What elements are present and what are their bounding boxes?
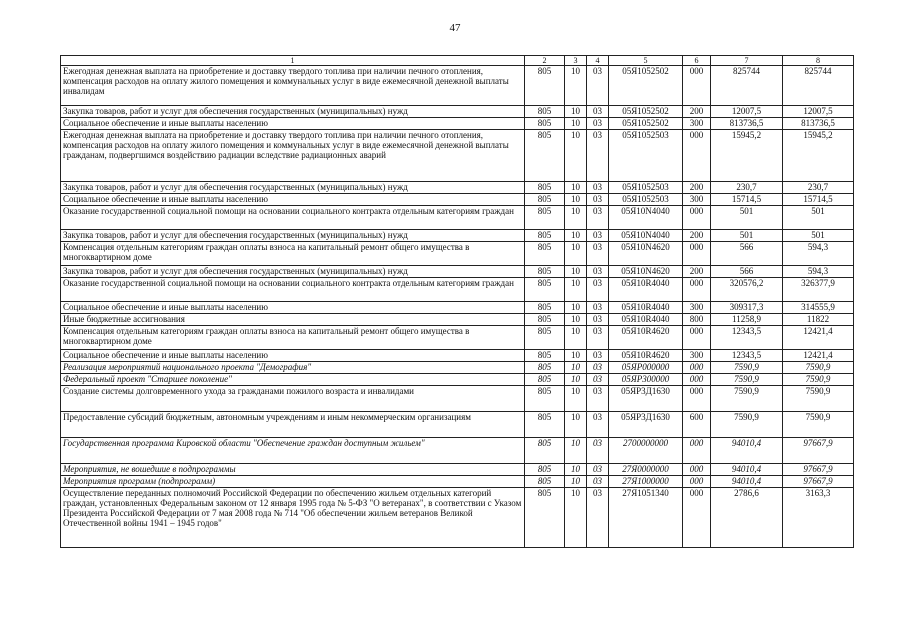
row-name: Социальное обеспечение и иные выплаты населению [61,118,525,130]
row-code-2: 805 [525,278,565,302]
row-code-3: 10 [565,438,587,464]
row-value-8: 97667,9 [783,464,854,476]
row-value-7: 813736,5 [711,118,783,130]
column-header: 2 [525,56,565,66]
row-code-4: 03 [587,302,609,314]
row-code-5: 27Я1051340 [609,488,683,548]
table-row [61,130,854,182]
table-row [61,278,854,302]
row-name: Мероприятия, не вошедшие в подпрограммы [61,464,525,476]
row-code-4: 03 [587,206,609,230]
row-code-6: 000 [683,488,711,548]
row-value-8: 326377,9 [783,278,854,302]
row-name: Компенсация отдельным категориям граждан оплаты взноса на капитальный ремонт общего имущества в многоквартирном доме [61,242,525,266]
row-code-2: 805 [525,66,565,106]
column-header: 7 [711,56,783,66]
header-row [61,56,854,66]
row-code-2: 805 [525,118,565,130]
row-code-5: 05Я1052502 [609,66,683,106]
row-code-6: 000 [683,278,711,302]
row-name: Закупка товаров, работ и услуг для обеспечения государственных (муниципальных) нужд [61,106,525,118]
row-value-7: 230,7 [711,182,783,194]
row-code-4: 03 [587,488,609,548]
row-value-8: 7590,9 [783,412,854,438]
row-value-8: 12421,4 [783,350,854,362]
row-value-8: 11822 [783,314,854,326]
row-code-3: 10 [565,266,587,278]
table-row [61,66,854,106]
row-code-2: 805 [525,266,565,278]
row-value-8: 97667,9 [783,438,854,464]
row-code-4: 03 [587,242,609,266]
column-header: 3 [565,56,587,66]
table-row [61,118,854,130]
row-code-5: 05Я10R4040 [609,314,683,326]
row-code-5: 27Я0000000 [609,464,683,476]
row-code-3: 10 [565,242,587,266]
row-code-4: 03 [587,374,609,386]
row-code-2: 805 [525,194,565,206]
row-name: Мероприятия программ (подпрограмм) [61,476,525,488]
row-code-4: 03 [587,476,609,488]
row-value-8: 97667,9 [783,476,854,488]
table-row [61,412,854,438]
row-value-7: 11258,9 [711,314,783,326]
row-code-6: 000 [683,242,711,266]
row-code-4: 03 [587,464,609,476]
row-name: Закупка товаров, работ и услуг для обеспечения государственных (муниципальных) нужд [61,182,525,194]
row-code-3: 10 [565,118,587,130]
row-code-6: 000 [683,374,711,386]
row-code-3: 10 [565,488,587,548]
row-code-5: 05ЯР3Д1630 [609,412,683,438]
row-code-6: 200 [683,266,711,278]
row-code-2: 805 [525,130,565,182]
row-code-6: 000 [683,476,711,488]
row-name: Оказание государственной социальной помощи на основании социального контракта отдельным категориям граждан [61,206,525,230]
column-header: 6 [683,56,711,66]
row-value-7: 501 [711,230,783,242]
row-name: Федеральный проект "Старшее поколение" [61,374,525,386]
row-value-8: 594,3 [783,266,854,278]
row-value-8: 825744 [783,66,854,106]
row-code-2: 805 [525,350,565,362]
row-code-5: 05Я10N4040 [609,230,683,242]
row-code-2: 805 [525,438,565,464]
row-code-2: 805 [525,242,565,266]
table-row [61,106,854,118]
row-value-8: 594,3 [783,242,854,266]
row-code-2: 805 [525,230,565,242]
row-code-2: 805 [525,386,565,412]
row-code-6: 200 [683,182,711,194]
row-code-5: 05Я10R4620 [609,326,683,350]
row-value-7: 94010,4 [711,464,783,476]
row-code-4: 03 [587,266,609,278]
row-value-7: 566 [711,266,783,278]
row-name: Реализация мероприятий национального проекта "Демография" [61,362,525,374]
row-value-7: 309317,3 [711,302,783,314]
row-name: Закупка товаров, работ и услуг для обеспечения государственных (муниципальных) нужд [61,266,525,278]
row-name: Государственная программа Кировской области "Обеспечение граждан доступным жильем" [61,438,525,464]
table-row [61,476,854,488]
row-code-2: 805 [525,206,565,230]
row-code-2: 805 [525,362,565,374]
table-row [61,362,854,374]
row-value-7: 94010,4 [711,476,783,488]
row-code-2: 805 [525,326,565,350]
row-code-6: 200 [683,106,711,118]
row-value-8: 501 [783,206,854,230]
row-value-7: 7590,9 [711,362,783,374]
row-value-7: 12343,5 [711,350,783,362]
row-code-3: 10 [565,230,587,242]
row-code-4: 03 [587,350,609,362]
row-code-4: 03 [587,278,609,302]
row-name: Социальное обеспечение и иные выплаты населению [61,350,525,362]
row-code-6: 300 [683,118,711,130]
row-code-6: 000 [683,362,711,374]
row-code-3: 10 [565,412,587,438]
row-value-7: 7590,9 [711,386,783,412]
row-code-4: 03 [587,230,609,242]
row-code-3: 10 [565,302,587,314]
row-name: Предоставление субсидий бюджетным, автономным учреждениям и иным некоммерческим организациям [61,412,525,438]
row-code-3: 10 [565,66,587,106]
row-name: Закупка товаров, работ и услуг для обеспечения государственных (муниципальных) нужд [61,230,525,242]
table-row [61,230,854,242]
row-code-6: 000 [683,438,711,464]
row-code-5: 05Я1052503 [609,194,683,206]
table-row [61,242,854,266]
row-value-7: 7590,9 [711,412,783,438]
row-code-3: 10 [565,386,587,412]
row-code-4: 03 [587,386,609,412]
budget-table [60,55,854,548]
row-value-7: 15945,2 [711,130,783,182]
table-row [61,314,854,326]
table-body [61,66,854,548]
row-code-5: 2700000000 [609,438,683,464]
row-value-8: 7590,9 [783,386,854,412]
row-value-7: 501 [711,206,783,230]
row-code-3: 10 [565,464,587,476]
row-value-7: 7590,9 [711,374,783,386]
row-code-3: 10 [565,350,587,362]
row-value-7: 320576,2 [711,278,783,302]
table-row [61,438,854,464]
row-value-8: 813736,5 [783,118,854,130]
row-code-6: 000 [683,66,711,106]
row-code-6: 000 [683,386,711,412]
row-name: Создание системы долговременного ухода за гражданами пожилого возраста и инвалидами [61,386,525,412]
row-code-4: 03 [587,194,609,206]
table-row [61,182,854,194]
row-value-7: 825744 [711,66,783,106]
row-name: Социальное обеспечение и иные выплаты населению [61,194,525,206]
row-code-6: 300 [683,350,711,362]
row-code-6: 000 [683,326,711,350]
table-row [61,386,854,412]
row-code-3: 10 [565,206,587,230]
row-code-6: 000 [683,206,711,230]
row-name: Иные бюджетные ассигнования [61,314,525,326]
row-code-5: 05Я1052503 [609,182,683,194]
row-code-4: 03 [587,362,609,374]
row-name: Осуществление переданных полномочий Российской Федерации по обеспечению жильем отдельных категорий граждан, установленных Федеральным законом от 12 января 1995 года № 5-ФЗ "О ветеранах", в соответствии с Указом Президента Российской Федерации от 7 мая 2008 года № 714 "Об обеспечении жильем ветеранов Великой Отечественной войны 1941 – 1945 годов" [61,488,525,548]
row-code-4: 03 [587,314,609,326]
row-code-3: 10 [565,194,587,206]
row-code-5: 05Я10R4040 [609,302,683,314]
row-code-6: 800 [683,314,711,326]
row-value-8: 3163,3 [783,488,854,548]
row-code-6: 300 [683,302,711,314]
row-code-2: 805 [525,106,565,118]
row-code-4: 03 [587,66,609,106]
row-code-2: 805 [525,302,565,314]
row-code-5: 05ЯР000000 [609,362,683,374]
row-value-8: 12007,5 [783,106,854,118]
row-name: Компенсация отдельным категориям граждан оплаты взноса на капитальный ремонт общего имущества в многоквартирном доме [61,326,525,350]
row-code-4: 03 [587,438,609,464]
row-code-4: 03 [587,182,609,194]
row-code-5: 05Я10R4040 [609,278,683,302]
table-row [61,350,854,362]
row-code-6: 300 [683,194,711,206]
row-value-7: 15714,5 [711,194,783,206]
table-row [61,464,854,476]
row-value-8: 230,7 [783,182,854,194]
row-code-6: 000 [683,130,711,182]
row-code-3: 10 [565,182,587,194]
row-name: Ежегодная денежная выплата на приобретение и доставку твердого топлива при наличии печного отопления, компенсация расходов на оплату жилого помещения и коммунальных услуг в виде ежемесячной денежной выплаты инвалидам [61,66,525,106]
row-code-4: 03 [587,118,609,130]
table-row [61,194,854,206]
row-code-5: 05Я10N4040 [609,206,683,230]
row-code-4: 03 [587,106,609,118]
row-code-4: 03 [587,412,609,438]
row-code-5: 05Я10N4620 [609,242,683,266]
row-code-4: 03 [587,326,609,350]
row-name: Ежегодная денежная выплата на приобретение и доставку твердого топлива при наличии печного отопления, компенсация расходов на оплату жилого помещения и коммунальных услуг в виде ежемесячной денежной выплаты гражданам, подвергшимся воздействию радиации вследствие радиационных аварий [61,130,525,182]
row-code-2: 805 [525,314,565,326]
row-code-5: 05ЯР300000 [609,374,683,386]
row-code-3: 10 [565,362,587,374]
row-value-7: 2786,6 [711,488,783,548]
row-code-5: 05Я10N4620 [609,266,683,278]
row-value-8: 15714,5 [783,194,854,206]
page-number: 47 [449,22,461,34]
row-code-2: 805 [525,476,565,488]
row-value-8: 7590,9 [783,362,854,374]
column-header: 4 [587,56,609,66]
row-code-3: 10 [565,130,587,182]
table-row [61,488,854,548]
row-code-3: 10 [565,106,587,118]
table-row [61,206,854,230]
row-code-6: 000 [683,464,711,476]
row-code-6: 200 [683,230,711,242]
row-code-5: 05Я10R4620 [609,350,683,362]
row-value-8: 12421,4 [783,326,854,350]
row-value-8: 314555,9 [783,302,854,314]
column-header: 1 [61,56,525,66]
column-header: 5 [609,56,683,66]
column-header: 8 [783,56,854,66]
row-code-5: 27Я1000000 [609,476,683,488]
row-value-7: 12007,5 [711,106,783,118]
row-code-3: 10 [565,278,587,302]
row-code-5: 05Я1052502 [609,118,683,130]
row-code-3: 10 [565,476,587,488]
table-row [61,266,854,278]
row-code-2: 805 [525,464,565,476]
table-row [61,302,854,314]
row-name: Социальное обеспечение и иные выплаты населению [61,302,525,314]
row-code-2: 805 [525,182,565,194]
row-code-3: 10 [565,326,587,350]
row-value-7: 12343,5 [711,326,783,350]
row-code-5: 05ЯР3Д1630 [609,386,683,412]
row-code-3: 10 [565,314,587,326]
row-code-2: 805 [525,488,565,548]
row-code-3: 10 [565,374,587,386]
row-value-8: 15945,2 [783,130,854,182]
row-code-2: 805 [525,412,565,438]
row-code-5: 05Я1052502 [609,106,683,118]
row-value-7: 94010,4 [711,438,783,464]
row-name: Оказание государственной социальной помощи на основании социального контракта отдельным категориям граждан [61,278,525,302]
row-value-8: 7590,9 [783,374,854,386]
row-code-2: 805 [525,374,565,386]
table-row [61,374,854,386]
row-code-6: 600 [683,412,711,438]
table-row [61,326,854,350]
row-value-7: 566 [711,242,783,266]
row-value-8: 501 [783,230,854,242]
row-code-4: 03 [587,130,609,182]
row-code-5: 05Я1052503 [609,130,683,182]
